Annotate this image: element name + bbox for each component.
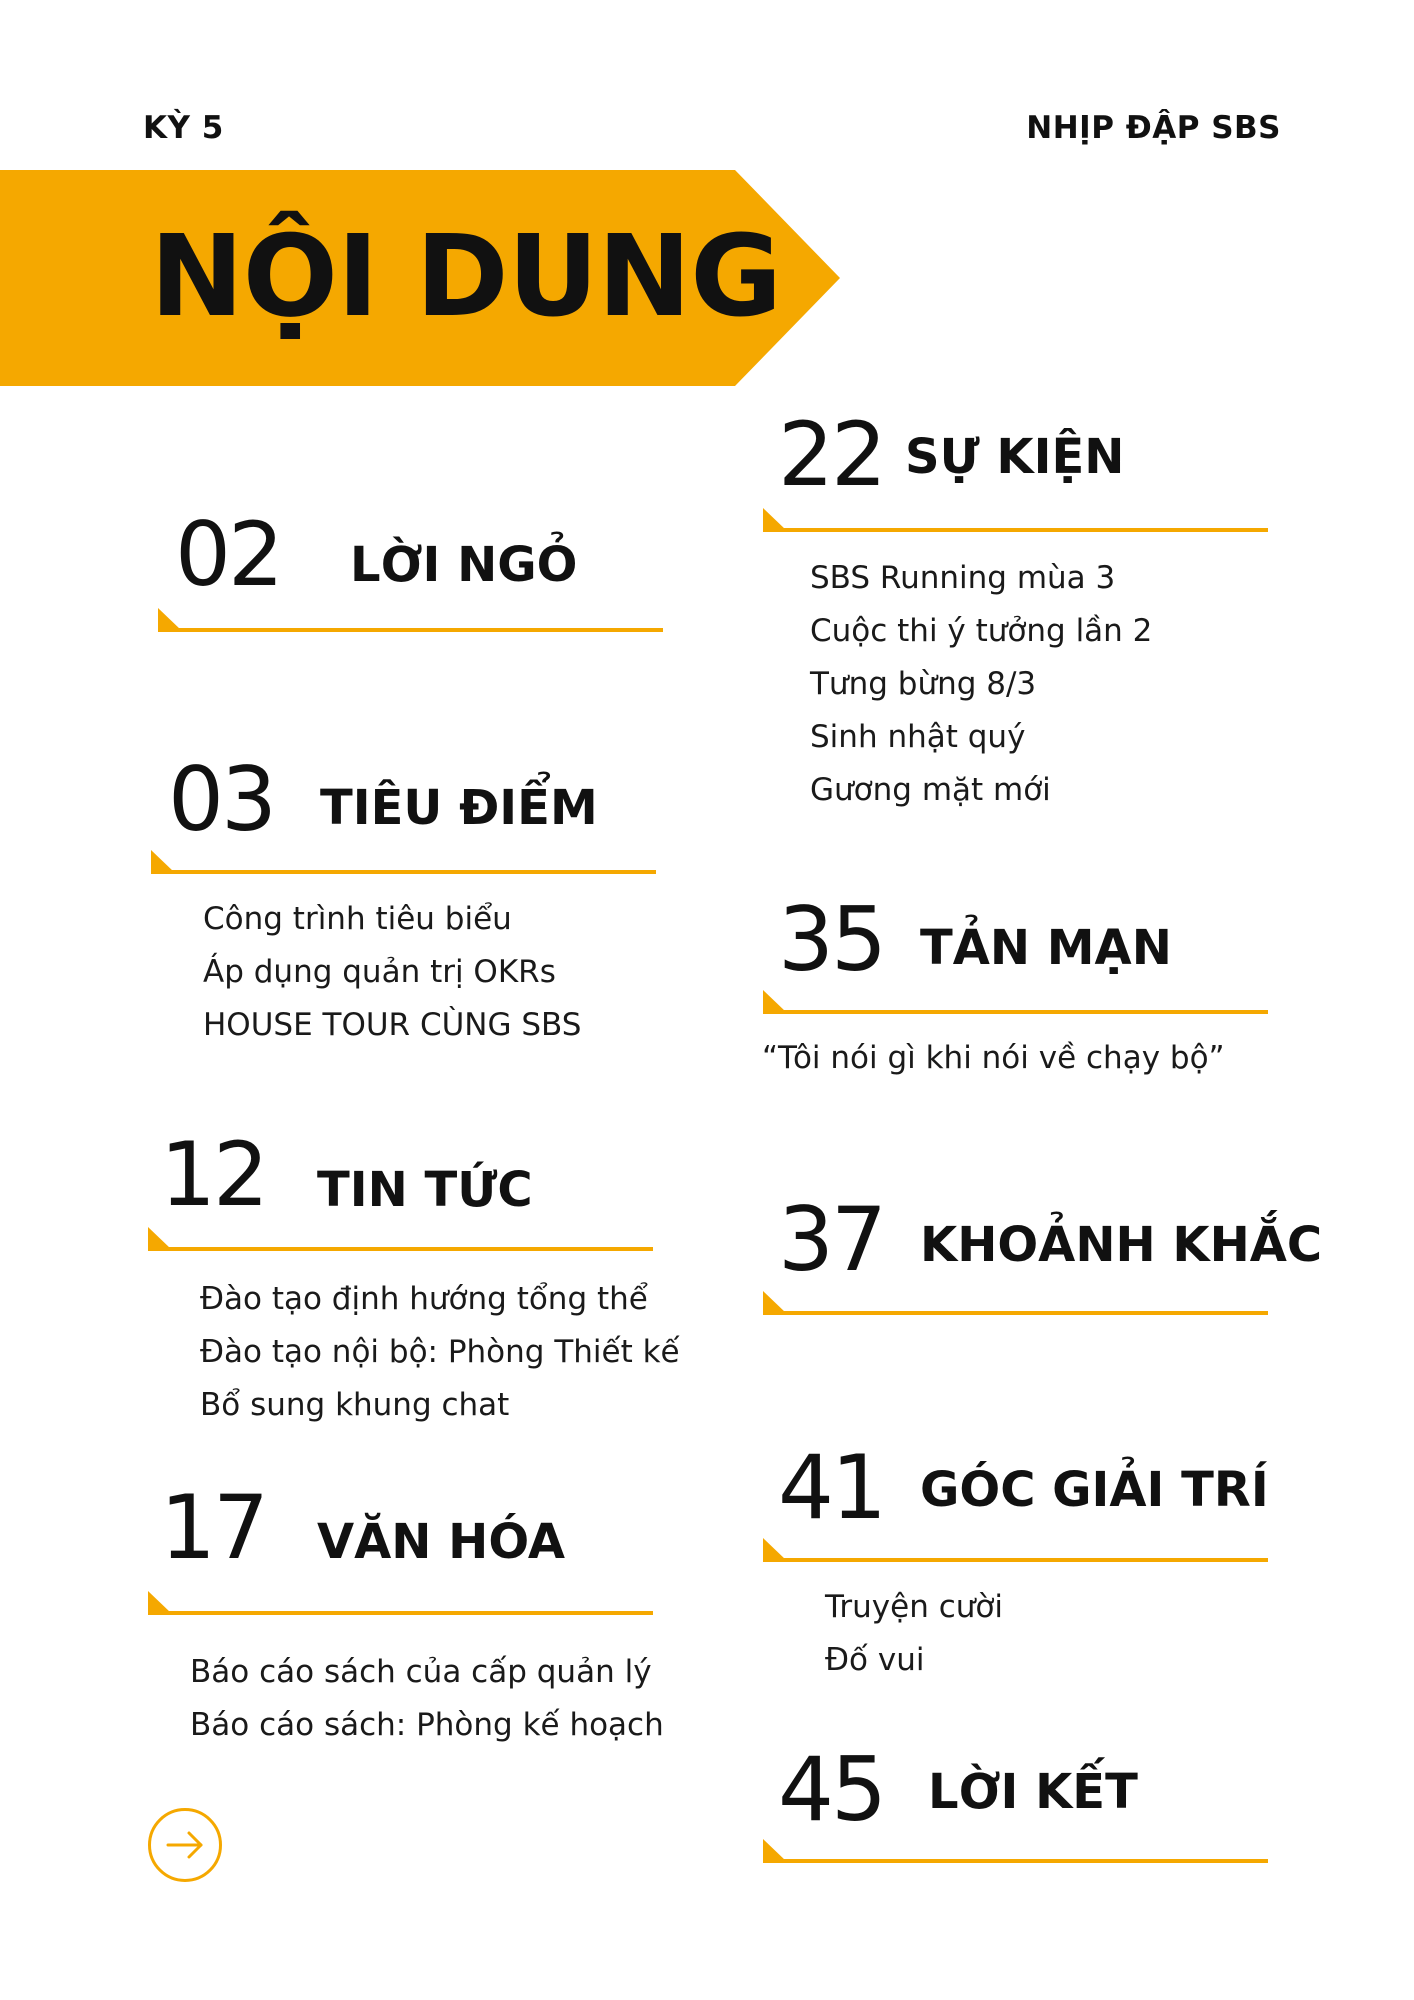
- publication-name: NHỊP ĐẬP SBS: [1026, 110, 1281, 146]
- section-page-number: 37: [778, 1188, 884, 1291]
- section-title: SỰ KIỆN: [905, 429, 1125, 485]
- list-item[interactable]: Tưng bừng 8/3: [810, 666, 1037, 702]
- list-item[interactable]: Cuộc thi ý tưởng lần 2: [810, 613, 1153, 649]
- section-title: GÓC GIẢI TRÍ: [920, 1462, 1269, 1518]
- section-item-list: [762, 1032, 1225, 1085]
- section-page-number: 41: [778, 1436, 884, 1539]
- list-item[interactable]: HOUSE TOUR CÙNG SBS: [203, 1007, 582, 1043]
- section-title: LỜI NGỎ: [350, 537, 578, 593]
- arrow-right-icon: [151, 1811, 219, 1879]
- toc-section-goc-giai-tri[interactable]: [760, 1438, 1320, 1698]
- section-title: LỜI KẾT: [928, 1764, 1138, 1820]
- section-divider: [760, 505, 1270, 535]
- section-page-number: 35: [778, 888, 884, 991]
- section-page-number: 03: [168, 748, 274, 851]
- toc-section-tin-tuc[interactable]: [145, 1125, 705, 1445]
- toc-section-loi-ket[interactable]: [760, 1740, 1320, 1880]
- list-item[interactable]: Đào tạo nội bộ: Phòng Thiết kế: [200, 1334, 680, 1370]
- section-page-number: 22: [778, 403, 884, 506]
- section-divider: [760, 1288, 1270, 1318]
- list-item[interactable]: Truyện cười: [825, 1589, 1003, 1625]
- section-title: VĂN HÓA: [317, 1514, 566, 1570]
- section-item-list: [825, 1581, 1003, 1687]
- toc-section-van-hoa[interactable]: [145, 1478, 705, 1758]
- section-page-number: 17: [160, 1476, 266, 1579]
- section-divider: [145, 1588, 655, 1618]
- section-divider: [760, 987, 1270, 1017]
- list-item[interactable]: Báo cáo sách của cấp quản lý: [190, 1654, 652, 1690]
- section-divider: [145, 1224, 655, 1254]
- section-divider: [760, 1836, 1270, 1866]
- section-title: TẢN MẠN: [920, 920, 1172, 976]
- list-item[interactable]: Bổ sung khung chat: [200, 1387, 510, 1423]
- section-divider: [155, 605, 665, 635]
- section-divider: [760, 1535, 1270, 1565]
- section-title: TIN TỨC: [317, 1162, 533, 1218]
- section-title: KHOẢNH KHẮC: [920, 1217, 1323, 1273]
- next-page-button[interactable]: [148, 1808, 222, 1882]
- list-item[interactable]: Đào tạo định hướng tổng thể: [200, 1281, 648, 1317]
- toc-section-tan-man[interactable]: [760, 890, 1320, 1100]
- section-page-number: 45: [778, 1738, 884, 1841]
- list-item[interactable]: Sinh nhật quý: [810, 719, 1026, 755]
- list-item[interactable]: Đố vui: [825, 1642, 925, 1678]
- list-item[interactable]: Gương mặt mới: [810, 772, 1051, 808]
- list-item[interactable]: Báo cáo sách: Phòng kế hoạch: [190, 1707, 664, 1743]
- list-item[interactable]: Công trình tiêu biểu: [203, 901, 512, 937]
- issue-label: KỲ 5: [143, 110, 224, 146]
- toc-section-su-kien[interactable]: [760, 405, 1320, 825]
- toc-section-tieu-diem[interactable]: [148, 750, 708, 1070]
- page-title: NỘI DUNG: [150, 212, 782, 342]
- list-item[interactable]: “Tôi nói gì khi nói về chạy bộ”: [762, 1040, 1225, 1076]
- section-page-number: 12: [160, 1123, 266, 1226]
- list-item[interactable]: SBS Running mùa 3: [810, 560, 1116, 596]
- section-item-list: [190, 1646, 664, 1752]
- section-item-list: [810, 552, 1152, 817]
- section-divider: [148, 847, 658, 877]
- toc-section-khoanh-khac[interactable]: [760, 1188, 1323, 1330]
- section-title: TIÊU ĐIỂM: [320, 780, 598, 836]
- section-item-list: [200, 1273, 680, 1432]
- toc-section-loi-ngo[interactable]: [155, 505, 675, 635]
- section-item-list: [203, 893, 581, 1052]
- section-page-number: 02: [175, 503, 281, 606]
- list-item[interactable]: Áp dụng quản trị OKRs: [203, 954, 556, 990]
